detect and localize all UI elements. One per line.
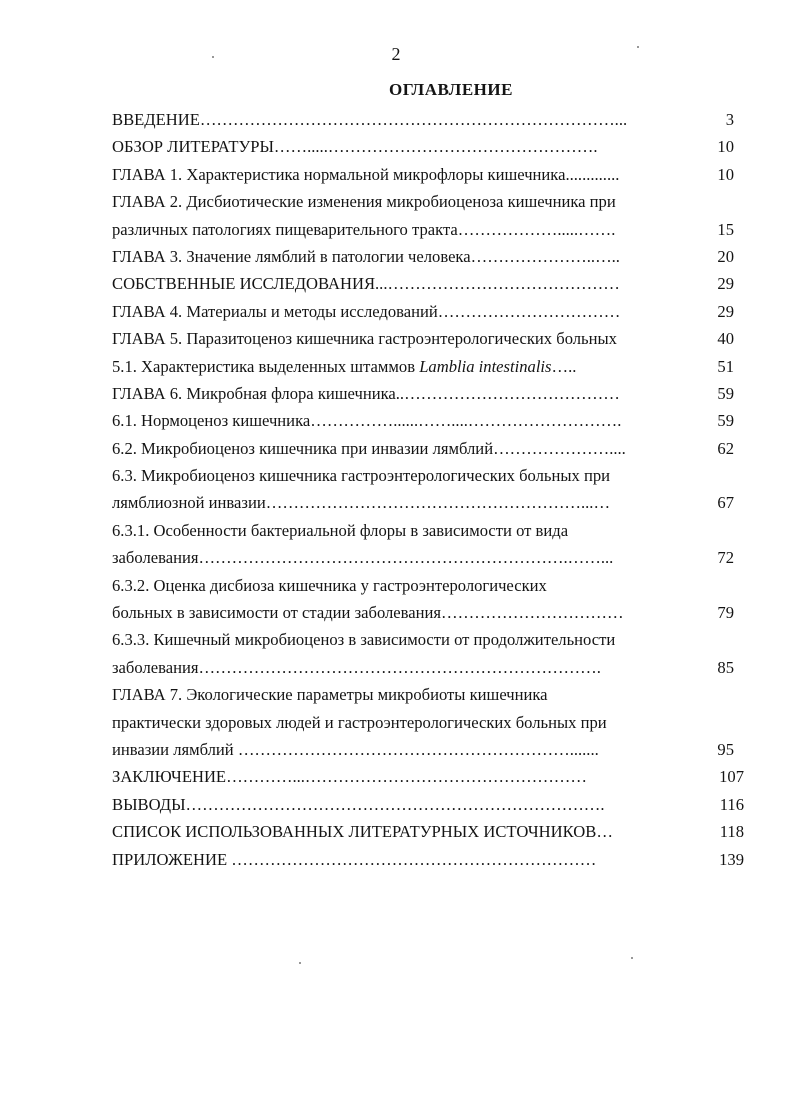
toc-row	[112, 654, 744, 681]
toc-row	[112, 681, 744, 708]
toc-entry-text: 6.3.3. Кишечный микробиоценоз в зависимости от продолжительности	[112, 630, 616, 650]
toc-row	[112, 709, 744, 736]
toc-entry-text: заболевания………………………………………………………….……...	[112, 548, 614, 568]
toc-entry-page: 10	[717, 164, 734, 184]
toc-row	[112, 544, 744, 571]
toc-entry-text: различных патологиях пищеварительного тракта……………….....…….	[112, 219, 616, 239]
toc-entry-page: 85	[717, 657, 734, 677]
toc-entry-text: 6.3.1. Особенности бактериальной флоры в зависимости от вида	[112, 520, 569, 540]
toc-entry-page: 10	[717, 137, 734, 157]
toc-entry-text: ГЛАВА 4. Материалы и методы исследований……………………………	[112, 301, 621, 321]
toc-entry-text: СПИСОК ИСПОЛЬЗОВАННЫХ ЛИТЕРАТУРНЫХ ИСТОЧНИКОВ…	[112, 822, 613, 842]
toc-entry-text: практически здоровых людей и гастроэнтерологических больных при	[112, 712, 607, 732]
toc-row	[112, 736, 744, 763]
toc-entry-page: 79	[717, 603, 734, 623]
toc-entry-text: ОБЗОР ЛИТЕРАТУРЫ…….....………………………………………….	[112, 137, 598, 157]
toc-entry-text: заболевания……………………………………………………………….	[112, 657, 601, 677]
toc-row	[112, 435, 744, 462]
toc-entry-text: СОБСТВЕННЫЕ ИССЛЕДОВАНИЯ...……………………………………	[112, 274, 620, 294]
page-number: 2	[391, 44, 401, 64]
toc-entry-text: больных в зависимости от стадии заболевания……………………………	[112, 603, 624, 623]
toc-entry-page: 3	[725, 110, 734, 129]
toc-entry-text: лямблиозной инвазии…………………………………………………...…	[112, 493, 611, 513]
toc-entry-text: ГЛАВА 6. Микробная флора кишечника..…………………………………	[112, 383, 620, 403]
toc-entry-page: 40	[717, 329, 734, 349]
toc-entry-text: 6.3. Микробиоценоз кишечника гастроэнтерологических больных при	[112, 466, 610, 486]
toc-entry-page: 107	[719, 767, 744, 787]
toc-row	[112, 325, 744, 352]
toc-row	[112, 517, 744, 544]
toc-row	[112, 462, 744, 489]
toc-entry-page: 29	[717, 301, 734, 321]
table-of-contents	[112, 106, 744, 873]
toc-entry-text: ГЛАВА 2. Дисбиотические изменения микробиоценоза кишечника при	[112, 192, 616, 212]
toc-entry-text: ГЛАВА 3. Значение лямблий в патологии человека…………………..…..	[112, 246, 620, 266]
toc-entry-text: ГЛАВА 5. Паразитоценоз кишечника гастроэнтерологических больных	[112, 329, 617, 349]
toc-row	[112, 791, 744, 818]
toc-row	[112, 243, 744, 270]
toc-row	[112, 270, 744, 297]
toc-row	[112, 572, 744, 599]
toc-row	[112, 489, 744, 516]
toc-entry-page: 118	[719, 822, 744, 842]
toc-entry-page: 72	[717, 548, 734, 568]
toc-entry-text: ГЛАВА 7. Экологические параметры микробиоты кишечника	[112, 685, 548, 705]
toc-entry-text: инвазии лямблий …………………………………………………….......	[112, 739, 599, 759]
toc-entry-italic: Lamblia intestinalis	[419, 356, 552, 376]
toc-entry-page: 59	[717, 411, 734, 431]
toc-entry-page: 139	[719, 849, 744, 869]
toc-row	[112, 599, 744, 626]
toc-row	[112, 818, 744, 845]
toc-entry-text	[112, 353, 576, 380]
toc-entry-page: 95	[717, 739, 734, 759]
toc-row	[112, 763, 744, 790]
toc-entry-text: ПРИЛОЖЕНИЕ …………………………………………………………	[112, 849, 597, 869]
scan-speck	[299, 962, 301, 964]
toc-row	[112, 626, 744, 653]
toc-entry-prefix: 5.1. Характеристика выделенных штаммов	[112, 356, 420, 376]
toc-entry-page: 59	[717, 383, 734, 403]
page-title: ОГЛАВЛЕНИЕ	[389, 80, 513, 99]
toc-row	[112, 188, 744, 215]
toc-row	[112, 216, 744, 243]
toc-row	[112, 161, 744, 188]
toc-entry-text: ВЫВОДЫ………………………………………………………………….	[112, 794, 605, 814]
toc-entry-text: 6.2. Микробиоценоз кишечника при инвазии лямблий…………………....	[112, 438, 626, 458]
toc-entry-page: 20	[717, 246, 734, 266]
toc-row	[112, 353, 744, 380]
toc-entry-text: ЗАКЛЮЧЕНИЕ…………...……………………………………………	[112, 767, 587, 787]
toc-entry-text: ГЛАВА 1. Характеристика нормальной микрофлоры кишечника.............	[112, 164, 620, 184]
toc-entry-page: 116	[719, 794, 744, 814]
scan-speck	[637, 46, 639, 48]
toc-entry-page: 67	[717, 493, 734, 513]
toc-entry-suffix: …..	[551, 356, 577, 376]
toc-entry-page: 62	[717, 438, 734, 458]
toc-entry-page: 15	[717, 219, 734, 239]
toc-row	[112, 298, 744, 325]
scan-speck	[631, 957, 633, 959]
toc-row	[112, 407, 744, 434]
scan-speck	[212, 56, 214, 58]
toc-entry-text: ВВЕДЕНИЕ…………………………………………………………………...	[112, 110, 628, 129]
toc-row	[112, 846, 744, 873]
toc-row	[112, 106, 744, 133]
toc-row	[112, 133, 744, 160]
toc-row	[112, 380, 744, 407]
toc-entry-text: 6.1. Нормоценоз кишечника……………......……....……………………….	[112, 411, 622, 431]
toc-entry-text: 6.3.2. Оценка дисбиоза кишечника у гастроэнтерологических	[112, 575, 547, 595]
toc-entry-page: 29	[717, 274, 734, 294]
toc-entry-page: 51	[717, 356, 734, 376]
